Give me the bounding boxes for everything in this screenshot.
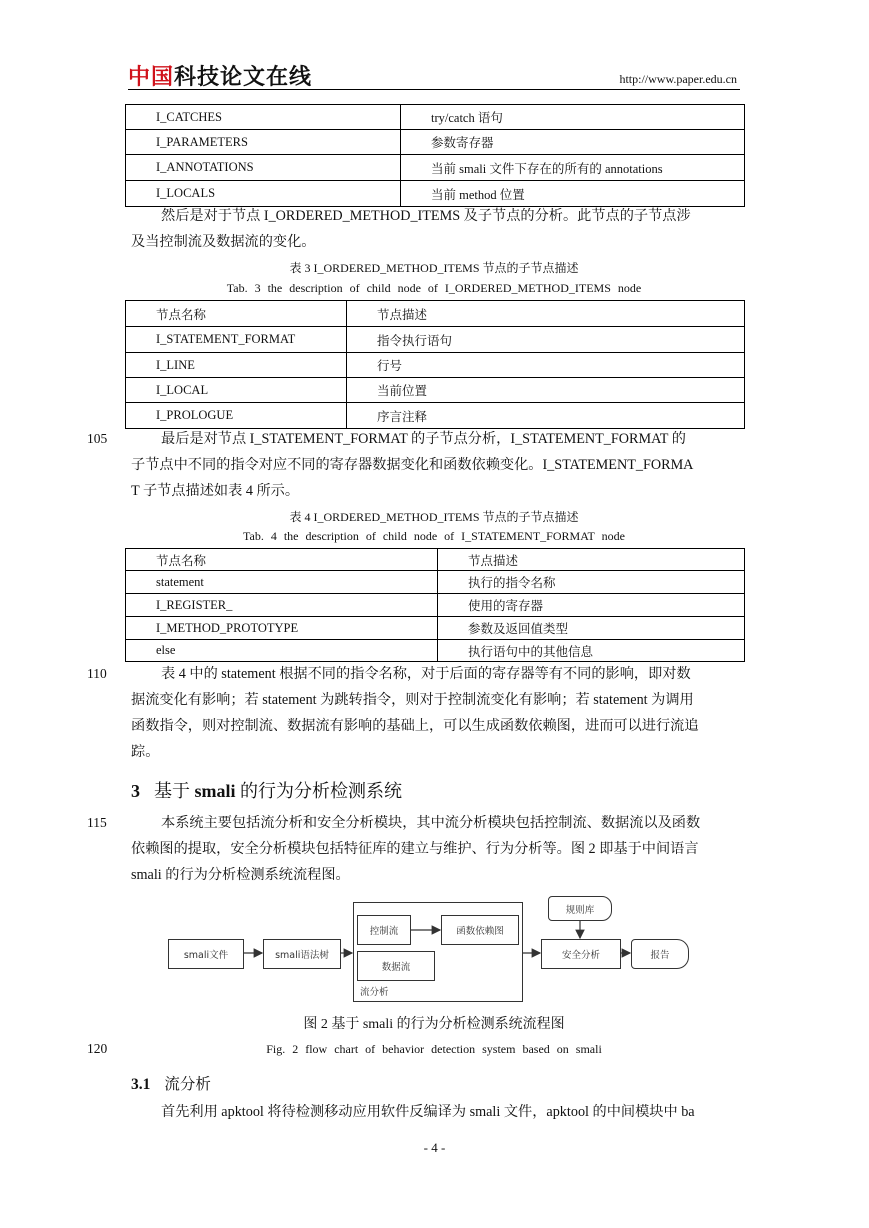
table-cell: I_STATEMENT_FORMAT <box>126 327 347 353</box>
table-cell: I_LOCALS <box>126 181 401 207</box>
header-rule <box>128 89 740 90</box>
logo-black-text: 科技论文在线 <box>174 65 313 90</box>
text-line: 函数指令，则对控制流、数据流有影响的基础上，可以生成函数依赖图，进而可以进行流追 <box>131 718 699 734</box>
table-row <box>126 378 745 403</box>
table-header-cell: 节点名称 <box>126 301 347 327</box>
text: 首先利用 apktool 将待检测移动应用软件反编译为 smali 文件，apktool 的中间模块中 ba <box>161 1104 695 1120</box>
journal-logo <box>128 60 312 91</box>
table-row <box>126 155 745 181</box>
table-cell: 行号 <box>347 353 745 378</box>
subsection-heading <box>131 1072 211 1094</box>
table3-caption-cn: 表 3 I_ORDERED_METHOD_ITEMS 节点的子节点描述 <box>289 261 579 275</box>
table-row <box>126 130 745 155</box>
text: 最后是对节点 I_STATEMENT_FORMAT 的子节点分析，I_STATEMENT_FORMAT 的 <box>161 431 686 447</box>
table-row <box>126 327 745 353</box>
node-smali-tree: smali语法树 <box>263 939 341 969</box>
table-cell: I_CATCHES <box>126 105 401 130</box>
table4-caption-en: Tab. 4 the description of child node of I_STATEMENT_FORMAT node <box>243 529 625 543</box>
figure2-caption-cn: 图 2 基于 smali 的行为分析检测系统流程图 <box>303 1017 565 1032</box>
text-line: 及当控制流及数据流的变化。 <box>131 234 316 250</box>
table-cell: I_PARAMETERS <box>126 130 401 155</box>
text-line: smali 的行为分析检测系统流程图。 <box>131 867 350 883</box>
table-row <box>126 640 745 662</box>
table-cell: try/catch 语句 <box>401 105 745 130</box>
text-line <box>131 203 739 229</box>
text-line <box>131 426 739 452</box>
table-row <box>126 105 745 130</box>
table-header-cell: 节点名称 <box>126 549 438 571</box>
figure-2-flowchart <box>160 889 700 1004</box>
table-row <box>126 403 745 429</box>
table-cell: I_REGISTER_ <box>126 594 438 617</box>
figure2-caption-en: Fig. 2 flow chart of behavior detection system based on smali <box>266 1042 602 1056</box>
table-cell: 当前 smali 文件下存在的所有的 annotations <box>401 155 745 181</box>
section-number: 3 <box>131 781 140 801</box>
section-title-part: 的行为分析检测系统 <box>235 781 403 801</box>
node-control-flow: 控制流 <box>357 915 411 945</box>
table-cell: 执行语句中的其他信息 <box>438 640 745 662</box>
text-line: 据流变化有影响；若 statement 为跳转指令，则对于控制流变化有影响；若 statement 为调用 <box>131 692 694 708</box>
section-heading <box>131 777 402 803</box>
table-cell: 序言注释 <box>347 403 745 429</box>
node-smali-file: smali文件 <box>168 939 244 969</box>
table3-caption-en: Tab. 3 the description of child node of I_ORDERED_METHOD_ITEMS node <box>226 281 642 295</box>
paragraph <box>131 203 739 255</box>
table-cell: 参数寄存器 <box>401 130 745 155</box>
text-line: 踪。 <box>131 744 160 760</box>
table-row <box>126 594 745 617</box>
table-cell: I_ANNOTATIONS <box>126 155 401 181</box>
table-header-row <box>126 549 745 571</box>
section-title-part: smali <box>194 781 236 801</box>
paragraph <box>131 810 739 888</box>
table-cell: I_LOCAL <box>126 378 347 403</box>
line-number: 105 <box>87 431 108 446</box>
subsection-number: 3.1 <box>131 1076 151 1093</box>
text-line: 依赖图的提取，安全分析模块包括特征库的建立与维护、行为分析等。图 2 即基于中间语言 <box>131 841 699 857</box>
paragraph <box>131 426 739 504</box>
subsection-title: 流分析 <box>164 1076 211 1093</box>
table-cell: 指令执行语句 <box>347 327 745 353</box>
table-3 <box>125 300 745 429</box>
table-top <box>125 104 745 207</box>
table-cell: I_METHOD_PROTOTYPE <box>126 617 438 640</box>
text-line <box>131 810 739 836</box>
line-number: 110 <box>87 666 107 681</box>
node-rule-library: 规则库 <box>548 896 612 921</box>
table-cell: 参数及返回值类型 <box>438 617 745 640</box>
table-cell: 当前 method 位置 <box>401 181 745 207</box>
line-number: 120 <box>87 1041 108 1056</box>
table-row <box>126 571 745 594</box>
table-cell: I_LINE <box>126 353 347 378</box>
node-data-flow: 数据流 <box>357 951 435 981</box>
paragraph <box>131 661 739 765</box>
text-line: 子节点中不同的指令对应不同的寄存器数据变化和函数依赖变化。I_STATEMENT_FORMA <box>131 457 694 473</box>
text-line <box>131 1099 739 1125</box>
section-title-part: 基于 <box>154 781 195 801</box>
node-security-analysis: 安全分析 <box>541 939 621 969</box>
logo-red-text: 中国 <box>128 65 175 90</box>
paragraph <box>131 1099 739 1125</box>
table-row <box>126 353 745 378</box>
text: 本系统主要包括流分析和安全分析模块，其中流分析模块包括控制流、数据流以及函数 <box>161 815 701 831</box>
text-line <box>131 661 739 687</box>
table-header-cell: 节点描述 <box>347 301 745 327</box>
table-4 <box>125 548 745 662</box>
flow-analysis-label: 流分析 <box>360 987 389 998</box>
table-cell: I_PROLOGUE <box>126 403 347 429</box>
table-cell: statement <box>126 571 438 594</box>
line-number: 115 <box>87 815 107 830</box>
table-header-cell: 节点描述 <box>438 549 745 571</box>
text: 然后是对于节点 I_ORDERED_METHOD_ITEMS 及子节点的分析。此节点的子节点涉 <box>161 208 691 224</box>
table-cell: 使用的寄存器 <box>438 594 745 617</box>
page-number: - 4 - <box>423 1140 446 1155</box>
node-func-dependency: 函数依赖图 <box>441 915 519 945</box>
table-cell: 执行的指令名称 <box>438 571 745 594</box>
table-cell: else <box>126 640 438 662</box>
table4-caption-cn: 表 4 I_ORDERED_METHOD_ITEMS 节点的子节点描述 <box>289 510 579 524</box>
header-url[interactable]: http://www.paper.edu.cn <box>619 72 737 86</box>
table-header-row <box>126 301 745 327</box>
table-row <box>126 617 745 640</box>
table-cell: 当前位置 <box>347 378 745 403</box>
text: 表 4 中的 statement 根据不同的指令名称，对于后面的寄存器等有不同的影响，即对数 <box>161 666 691 682</box>
text-line: T 子节点描述如表 4 所示。 <box>131 483 300 499</box>
node-report: 报告 <box>631 939 689 969</box>
